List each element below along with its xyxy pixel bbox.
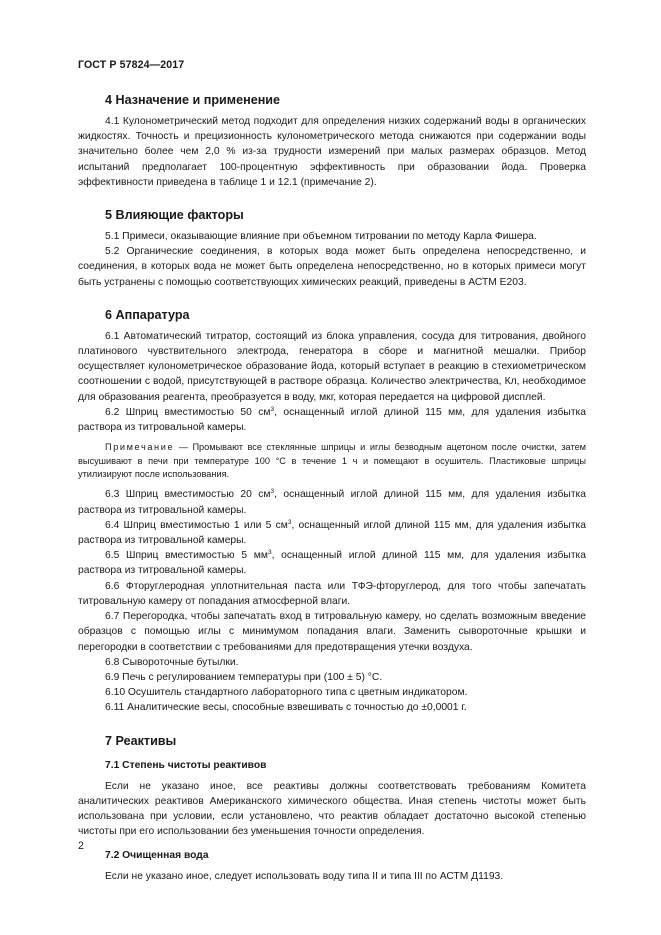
section-5-heading: 5 Влияющие факторы	[105, 208, 244, 223]
section-6-6-paragraph: 6.6 Фторуглеродная уплотнительная паста или ТФЭ-фторуглерод, для того чтобы запечатать титровальную камеру от попадания атмосферной влаги.	[78, 580, 586, 607]
section-5-2-paragraph: 5.2 Органические соединения, в которых вода может быть определена непосредственно, и соединения, в которых вода не может быть определена непосредственно, но в которых примеси могут быть устранены с помощью соответствующих химических реакций, приведены в АСТМ Е203.	[78, 246, 586, 288]
section-7-1-heading: 7.1 Степень чистоты реактивов	[105, 759, 267, 771]
standard-header: ГОСТ Р 57824—2017	[78, 59, 185, 71]
section-6-11-paragraph: 6.11 Аналитические весы, способные взвешивать с точностью до ±0,0001 г.	[105, 702, 467, 714]
section-6-8-paragraph: 6.8 Сывороточные бутылки.	[105, 656, 239, 668]
section-6-7-paragraph: 6.7 Перегородка, чтобы запечатать вход в титровальную камеру, но сделать возможным введение образцов с помощью иглы с минимумом попадания влаги. Заменить сывороточные крышки и перегородки в соответствии с требованиями для предотвращения утечки воздуха.	[78, 611, 586, 653]
section-6-4-paragraph: 6.4 Шприц вместимостью 1 или 5 $см^3$, оснащенный иглой длиной 115 мм, для удаления избытка раствора из титровальной камеры.	[78, 518, 586, 547]
section-7-2-heading: 7.2 Очищенная вода	[105, 850, 209, 862]
section-6-3-paragraph: 6.3 Шприц вместимостью 20 $см^3$, оснащенный иглой длиной 115 мм, для удаления избытка раствора из титровальной камеры.	[78, 488, 586, 516]
section-4-heading: 4 Назначение и применение	[105, 93, 281, 107]
section-6-10-paragraph: 6.10 Осушитель стандартного лабораторного типа с цветным индикатором.	[105, 687, 468, 699]
section-6-2-paragraph: 6.2 Шприц вместимостью 50 $см^3$, оснащенный иглой длиной 115 мм, для удаления избытка раствора из титровальной камеры.	[78, 405, 586, 434]
section-7-1-paragraph: Если не указано иное, все реактивы должны соответствовать требованиям Комитета аналитических реактивов Американского химического общества. Иная степень чистоты может быть использована при условии, если установлено, что реактив обладает достаточно высокой степенью чистоты при его использовании без уменьшения точности определения.	[78, 780, 586, 838]
section-6-1-paragraph: 6.1 Автоматический титратор, состоящий из блока управления, сосуда для титрования, двойного платинового чувствительного электрода, генератора в сборе и магнитной мешалки. Прибор осуществляет кулонометрическое образование йода, который вступает в реакцию в стехиометрическом соотношении с водой, присутствующей в растворе образца. Количество электричества, Кл, необходимое для образования реагента, преобразуется в воду, мкг, которая передается на цифровой дисплей.	[78, 330, 586, 403]
note-label: Примечание	[105, 442, 175, 453]
section-6-heading: 6 Аппаратура	[105, 307, 190, 322]
section-7-2-paragraph: Если не указано иное, следует использовать воду типа II и типа III по АСТМ Д1193.	[105, 871, 504, 883]
document-body	[78, 92, 586, 885]
section-4-1-paragraph: 4.1 Кулонометрический метод подходит для определения низких содержаний воды в органических жидкостях. Точность и прецизионность кулонометрического метода снижаются при содержании воды значительно более чем 2,0 % из-за трудности измерений при малых размерах образцов. Метод испытаний предполагает 100-процентную эффективность при образовании йода. Проверка эффективности приведена в таблице 1 и 12.1 (примечание 2).	[78, 116, 586, 188]
section-6-5-paragraph: 6.5 Шприц вместимостью 5 $мм^3$, оснащенный иглой длиной 115 мм, для удаления избытка раствора из титровальной камеры.	[78, 549, 586, 577]
section-7-heading: 7 Реактивы	[105, 733, 177, 748]
section-5-1-paragraph: 5.1 Примеси, оказывающие влияние при объемном титровании по методу Карла Фишера.	[105, 231, 537, 243]
note-paragraph: Примечание — Промывают все стеклянные шприцы и иглы безводным ацетоном после очистки, затем высушивают в печи при температуре 100 °С в течение 1 ч и помещают в осушитель. Пластиковые шприцы утилизируют после использования.	[78, 442, 586, 480]
section-6-9-paragraph: 6.9 Печь с регулированием температуры при (100 ± 5) °С.	[105, 671, 383, 683]
page-number: 2	[78, 840, 84, 852]
